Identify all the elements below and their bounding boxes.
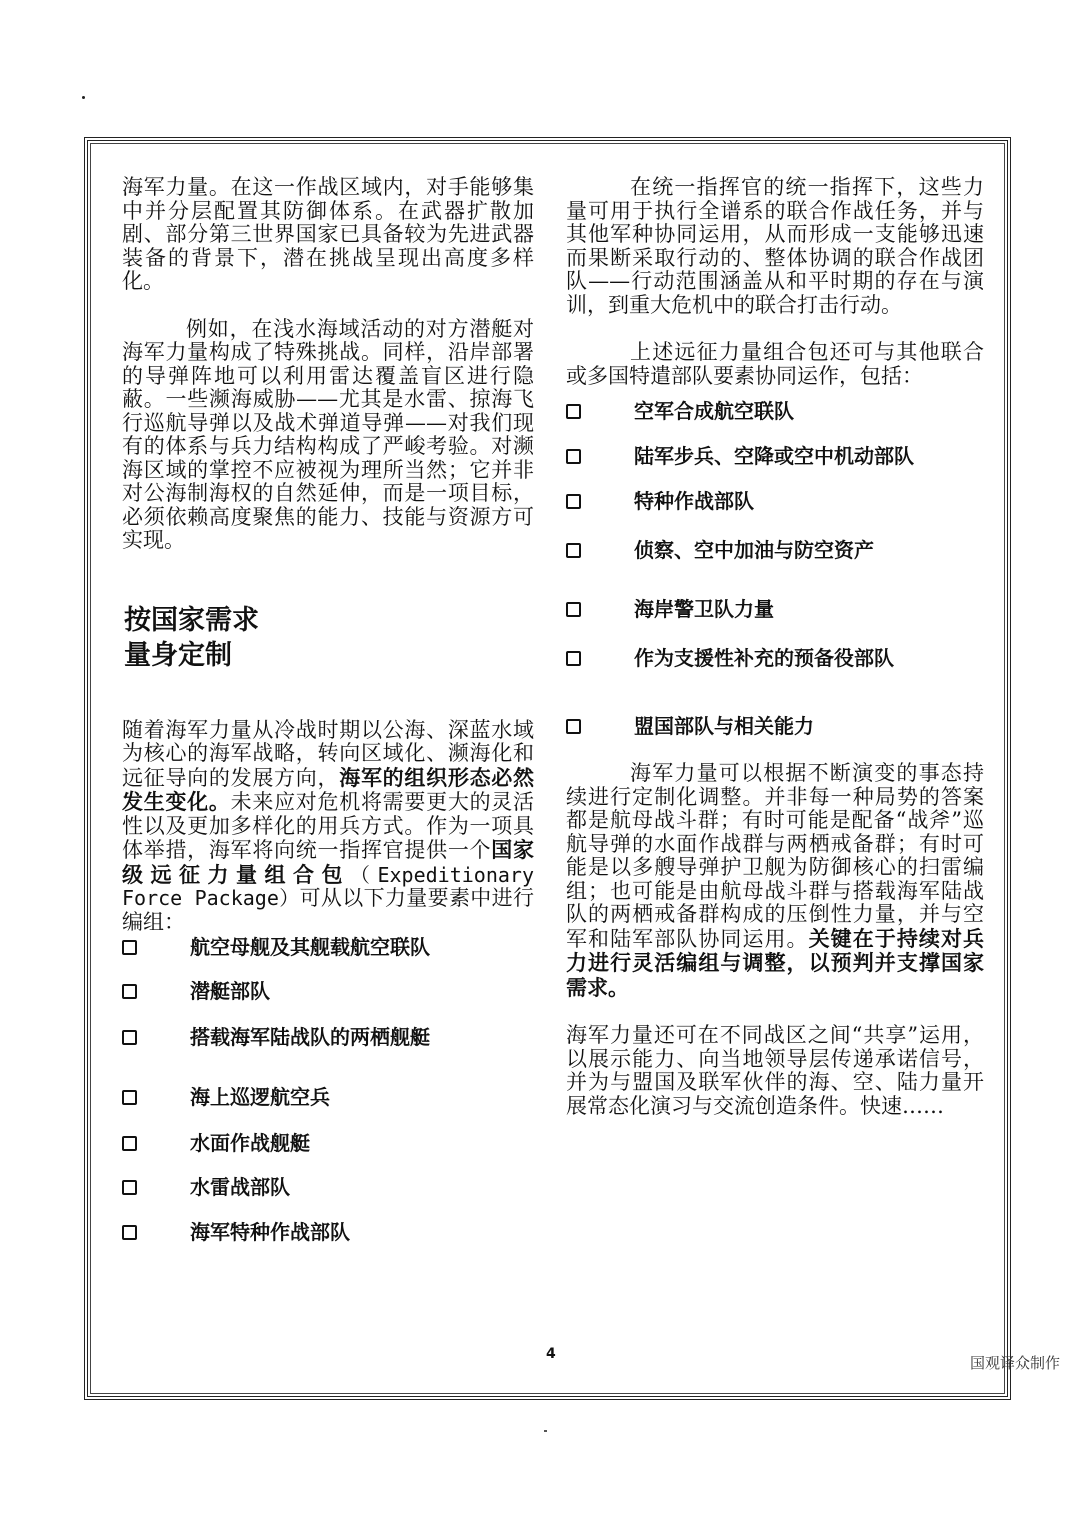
translator-credit: 国观译众制作 (970, 1354, 1061, 1372)
checkbox-bullet-icon (566, 494, 581, 509)
bold-text-run: 海军的组织形态必然发生变化。 (122, 764, 535, 814)
list-item-label: 空军合成航空联队 (634, 399, 794, 423)
list-item (122, 936, 534, 959)
list-item (566, 715, 984, 738)
checkbox-bullet-icon (566, 543, 581, 558)
left-paragraph-2: 例如，在浅水海域活动的对方潜艇对海军力量构成了特殊挑战。同样，沿岸部署的导弹阵地可以利用雷达覆盖盲区进行隐蔽。一些濒海威胁——尤其是水雷、掠海飞行巡航导弹以及战术弹道导弹——对我们现有的体系与兵力结构构成了严峻考验。对濒海区域的掌控不应被视为理所当然；它并非对公海制海权的自然延伸，而是一项目标，必须依赖高度聚焦的能力、技能与资源方可实现。 (122, 316, 534, 552)
page-number: 4 (546, 1346, 556, 1362)
bold-text-run: 关键在于持续对兵力进行灵活编组与调整，以预判并支撑国家需求。 (566, 925, 985, 1000)
list-item (566, 647, 984, 670)
checkbox-bullet-icon (122, 1090, 137, 1105)
list-item-label: 海岸警卫队力量 (634, 597, 774, 621)
checkbox-bullet-icon (566, 404, 581, 419)
text-run: 未来应对危机将需要更大的灵活性以及更加多样化的用兵方式。作为一项具体举措，海军将向统一指挥官提供一个 (122, 790, 535, 862)
list-item-label: 水雷战部队 (190, 1175, 290, 1199)
text-run: 可从以下力量要素中进行编组： (122, 886, 534, 934)
list-item-label: 水面作战舰艇 (190, 1131, 310, 1155)
list-item (566, 490, 984, 513)
checkbox-bullet-icon (122, 1180, 137, 1195)
list-item (122, 1221, 534, 1244)
navy-force-list (122, 936, 534, 1244)
right-paragraph-4: 海军力量还可在不同战区之间“共享”运用，以展示能力、向当地领导层传递承诺信号，并为与盟国及联军伙伴的海、空、陆力量开展常态化演习与交流创造条件。快速…… (566, 1023, 984, 1118)
scan-speck (544, 1430, 547, 1432)
list-item (122, 1026, 534, 1049)
joint-force-list (566, 400, 984, 738)
english-term: （Expeditionary Force Package） (122, 862, 534, 910)
list-item (122, 1086, 534, 1109)
right-column (566, 176, 984, 1118)
checkbox-bullet-icon (122, 1225, 137, 1240)
section-heading-line-2: 量身定制 (124, 639, 232, 671)
section-heading (124, 603, 534, 673)
checkbox-bullet-icon (566, 602, 581, 617)
list-item (566, 445, 984, 468)
checkbox-bullet-icon (566, 719, 581, 734)
list-item-label: 侦察、空中加油与防空资产 (634, 538, 874, 562)
scan-speck (82, 96, 85, 99)
left-paragraph-3 (122, 719, 534, 935)
checkbox-bullet-icon (566, 651, 581, 666)
list-item (566, 539, 984, 562)
section-heading-line-1: 按国家需求 (124, 604, 259, 636)
text-run: 海军力量可以根据不断演变的事态持续进行定制化调整。并非每一种局势的答案都是航母战斗群；有时可能是配备“战斧”巡航导弹的水面作战群与两栖戒备群；有时可能是以多艘导弹护卫舰为防御核心的扫雷编组；也可能是由航母战斗群与搭载海军陆战队的两栖戒备群构成的压倒性力量，并与空军和陆军部队协同运用。 (566, 761, 984, 951)
list-item (122, 980, 534, 1003)
checkbox-bullet-icon (122, 940, 137, 955)
list-item-label: 特种作战部队 (634, 489, 754, 513)
checkbox-bullet-icon (122, 1136, 137, 1151)
left-paragraph-1: 海军力量。在这一作战区域内，对手能够集中并分层配置其防御体系。在武器扩散加剧、部分第三世界国家已具备较为先进武器装备的背景下，潜在挑战呈现出高度多样化。 (122, 175, 534, 293)
list-item-label: 海上巡逻航空兵 (190, 1085, 330, 1109)
right-paragraph-2: 上述远征力量组合包还可与其他联合或多国特遣部队要素协同运作，包括： (566, 340, 984, 388)
list-item (122, 1132, 534, 1155)
list-item-label: 盟国部队与相关能力 (634, 714, 814, 738)
list-item-label: 海军特种作战部队 (190, 1220, 350, 1244)
list-item-label: 搭载海军陆战队的两栖舰艇 (190, 1025, 430, 1049)
checkbox-bullet-icon (566, 449, 581, 464)
bold-text-run: 国家级远征力量组合包 (122, 837, 535, 887)
right-paragraph-1: 在统一指挥官的统一指挥下，这些力量可用于执行全谱系的联合作战任务，并与其他军种协同运用，从而形成一支能够迅速而果断采取行动的、整体协调的联合作战团队——行动范围涵盖从和平时期的存在与演训，到重大危机中的联合打击行动。 (566, 175, 984, 317)
list-item-label: 陆军步兵、空降或空中机动部队 (634, 444, 914, 468)
list-item (122, 1176, 534, 1199)
list-item-label: 作为支援性补充的预备役部队 (634, 646, 894, 670)
text-run: 随着海军力量从冷战时期以公海、深蓝水域为核心的海军战略，转向区域化、濒海化和远征导向的发展方向， (122, 717, 534, 790)
right-paragraph-3 (566, 762, 984, 1000)
left-column (122, 176, 534, 1244)
list-item-label: 航空母舰及其舰载航空联队 (190, 935, 430, 959)
checkbox-bullet-icon (122, 984, 137, 999)
checkbox-bullet-icon (122, 1030, 137, 1045)
list-item (566, 598, 984, 621)
list-item-label: 潜艇部队 (190, 979, 270, 1003)
list-item (566, 400, 984, 423)
